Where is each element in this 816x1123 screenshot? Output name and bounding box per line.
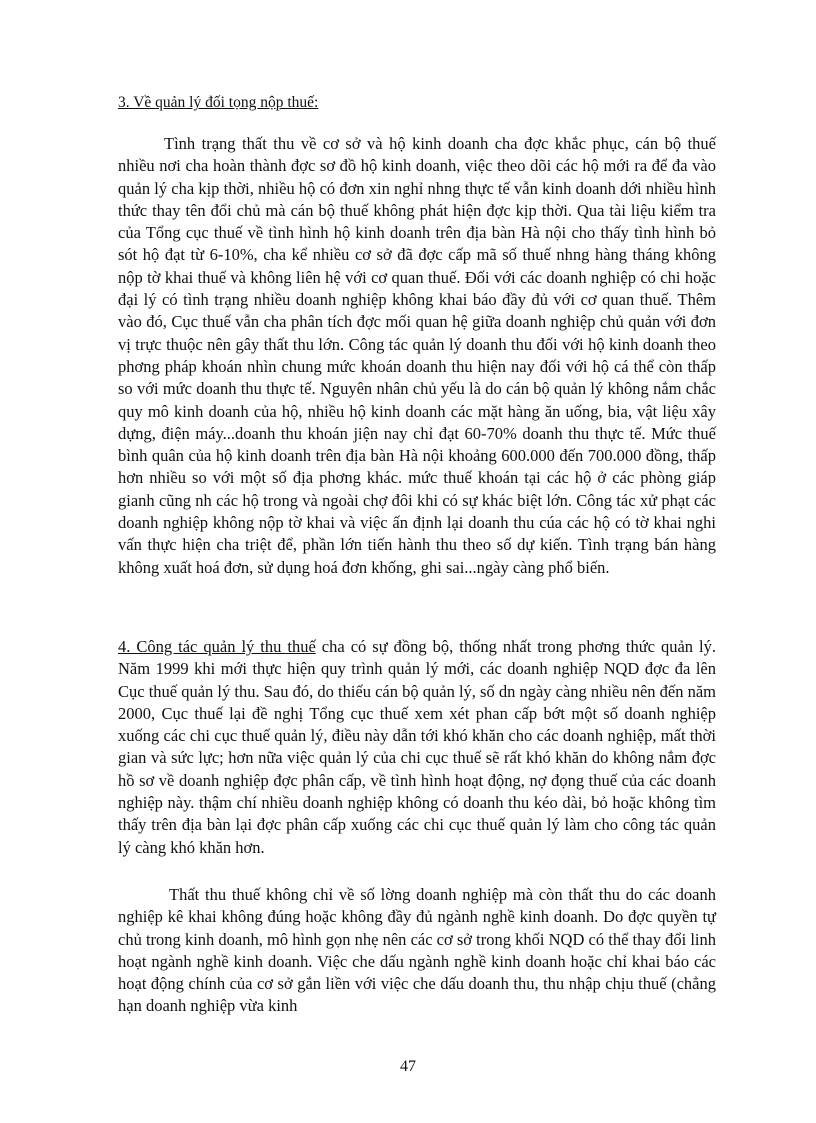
section-4-paragraph	[118, 636, 716, 859]
section-3-paragraph: Tình trạng thất thu về cơ sở và hộ kinh doanh cha đợc khắc phục, cán bộ thuế nhiều nơi cha hoàn thành đợc sơ đồ hộ kinh doanh, việc theo dõi các hộ mới ra để đa vào quản lý cha kịp thời, nhiều hộ có đơn xin nghỉ nhng thực tế vẫn kinh doanh dới nhiều hình thức thay tên đổi chủ mà cán bộ thuế không phát hiện đợc kịp thời. Qua tài liệu kiểm tra của Tổng cục thuế về tình hình hộ kinh doanh trên địa bàn Hà nội cho thấy tình hình bỏ sót hộ đạt từ 6-10%, cha kể nhiều cơ sở đã đợc cấp mã số thuế nhng hàng tháng không nộp tờ khai thuế và không liên hệ với cơ quan thuế. Đối với các doanh nghiệp có chi hoặc đại lý có tình trạng nhiều doanh nghiệp không khai báo đầy đủ với cơ quan thuế. Thêm vào đó, Cục thuế vẫn cha phân tích đợc mối quan hệ giữa doanh nghiệp chủ quản với đơn vị trực thuộc nên gây thất thu lớn. Công tác quản lý doanh thu đối với hộ kinh doanh theo phơng pháp khoán nhìn chung mức khoán doanh thu hiện nay đối với hộ cá thể còn thấp so với mức doanh thu thực tế. Nguyên nhân chủ yếu là do cán bộ quản lý không nắm chắc quy mô kinh doanh của hộ, nhiều hộ kinh doanh các mặt hàng ăn uống, bia, vật liệu xây dựng, điện máy...doanh thu khoán jiện nay chỉ đạt 60-70% doanh thu thực tế. Mức thuế bình quân của hộ kinh doanh trên địa bàn Hà nội khoảng 600.000 đến 700.000 đồng, thấp hơn nhiều so với một số địa phơng khác. mức thuế khoán tại các hộ ở các phòng giáp gianh cũng nh các hộ trong và ngoài chợ đôi khi có sự khác biệt lớn. Công tác xử phạt các doanh nghiệp không nộp tờ khai và việc ấn định lại doanh thu cúa các hộ có tờ khai nghi vấn thực hiện cha triệt để, phần lớn tiến hành thu theo số dự kiến. Tình trạng bán hàng không xuất hoá đơn, sử dụng hoá đơn khống, ghi sai...ngày càng phổ biến.	[118, 134, 716, 577]
section-4-body: cha có sự đồng bộ, thống nhất trong phơng thức quản lý. Năm 1999 khi mới thực hiện quy trình quản lý mới, các doanh nghiệp NQD đợc đa lên Cục thuế quản lý thu. Sau đó, do thiếu cán bộ quản lý, số dn ngày càng nhiều nên đến năm 2000, Cục thuế lại đề nghị Tổng cục thuế xem xét phan cấp bớt một số doanh nghiệp xuống các chi cục thuế quản lý, điều này dẫn tới khó khăn cho các doanh nghiệp, mất thời gian và sức lực; hơn nữa việc quản lý của chi cục thuế sẽ rất khó khăn do không nắm đợc hồ sơ về doanh nghiệp đợc phân cấp, về tình hình hoạt động, nợ đọng thuế của các doanh nghiệp này. thậm chí nhiều doanh nghiệp không có doanh thu kéo dài, bỏ hoặc không tìm thấy trên địa bàn lại đợc phân cấp xuống các chi cục thuế quản lý làm cho công tác quản lý càng khó khăn hơn.	[118, 637, 717, 857]
page-number: 47	[400, 1058, 416, 1075]
section-3-heading: 3. Về quản lý đối tọng nộp thuế:	[118, 94, 319, 111]
closing-paragraph: Thất thu thuế không chỉ về số lờng doanh nghiệp mà còn thất thu do các doanh nghiệp kê khai không đúng hoặc không đầy đủ ngành nghề kinh doanh. Do đợc quyền tự chủ trong kinh doanh, mô hình gọn nhẹ nên các cơ sở trong khối NQD có thể thay đổi linh hoạt ngành nghề kinh doanh. Việc che dấu ngành nghề kinh doanh hoặc chỉ khai báo các hoạt động chính của cơ sở gắn liền với việc che dấu doanh thu, thu nhập chịu thuế (chẳng hạn doanh nghiệp vừa kinh	[118, 885, 716, 1016]
section-4-lead: 4. Công tác quản lý thu thuế	[118, 637, 316, 656]
